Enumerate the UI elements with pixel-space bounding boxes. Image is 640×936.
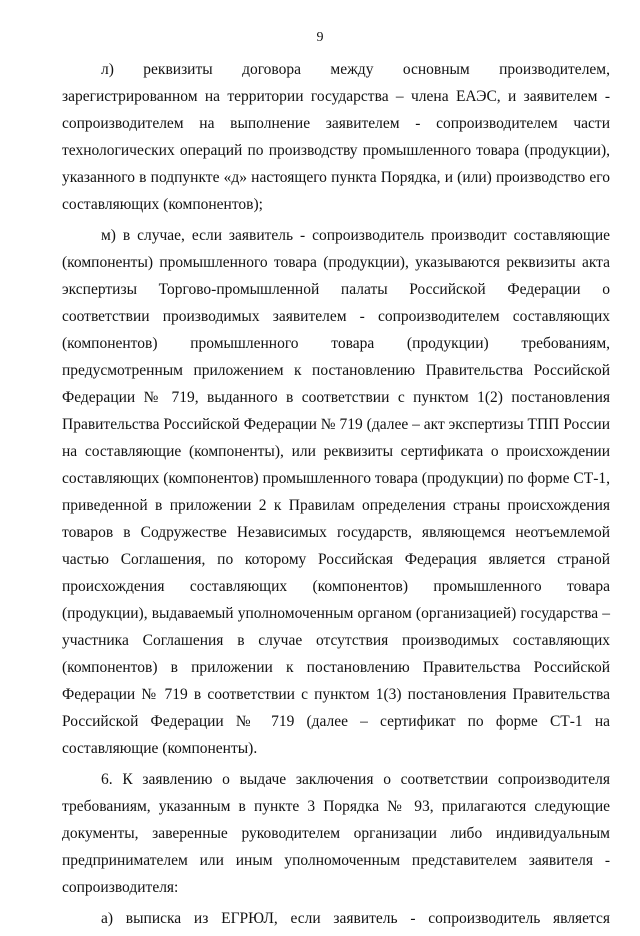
paragraph-item-l: л) реквизиты договора между основным производителем, зарегистрированном на территории государства – члена ЕАЭС, и заявителем - сопроизводителем на выполнение заявителем - сопроизводителем части технологических операций по производству промышленного товара (продукции), указанного в подпункте «д» настоящего пункта Порядка, и (или) производство его составляющих (компонентов); (62, 61, 610, 213)
paragraph-item-m: м) в случае, если заявитель - сопроизводитель производит составляющие (компоненты) промышленного товара (продукции), указываются реквизиты акта экспертизы Торгово-промышленной палаты Российской Федерации о соответствии производимых заявителем - сопроизводителем составляющих (компонентов) промышленного товара (продукции) требованиям, предусмотренным приложением к постановлению Правительства Российской Федерации № 719, выданного в соответствии с пунктом 1(2) постановления Правительства Российской Федерации № 719 (далее – акт экспертизы ТПП России на составляющие (компоненты), или реквизиты сертификата о происхождении составляющих (компонентов) промышленного товара (продукции) по форме СТ-1, приведенной в приложении 2 к Правилам определения страны происхождения товаров в Содружестве Независимых государств, являющемся неотъемлемой частью Соглашения, по которому Российская Федерация является страной происхождения составляющих (компонентов) промышленного товара (продукции), выдаваемый уполномоченным органом (организацией) государства – участника Соглашения в случае отсутствия производимых составляющих (компонентов) в приложении к постановлению Правительства Российской Федерации № 719 в соответствии с пунктом 1(3) постановления Правительства Российской Федерации № 719 (далее – сертификат по форме СТ-1 на составляющие (компоненты). (62, 227, 610, 757)
paragraph-item-a: а) выписка из ЕГРЮЛ, если заявитель - сопроизводитель является (101, 910, 610, 927)
page-number: 9 (316, 30, 324, 45)
paragraph-item-6: 6. К заявлению о выдаче заключения о соответствии сопроизводителя требованиям, указанным в пункте 3 Порядка № 93, прилагаются следующие документы, заверенные руководителем организации либо индивидуальным предпринимателем или иным уполномоченным представителем заявителя - сопроизводителя: (62, 771, 610, 896)
document-body (62, 56, 610, 936)
